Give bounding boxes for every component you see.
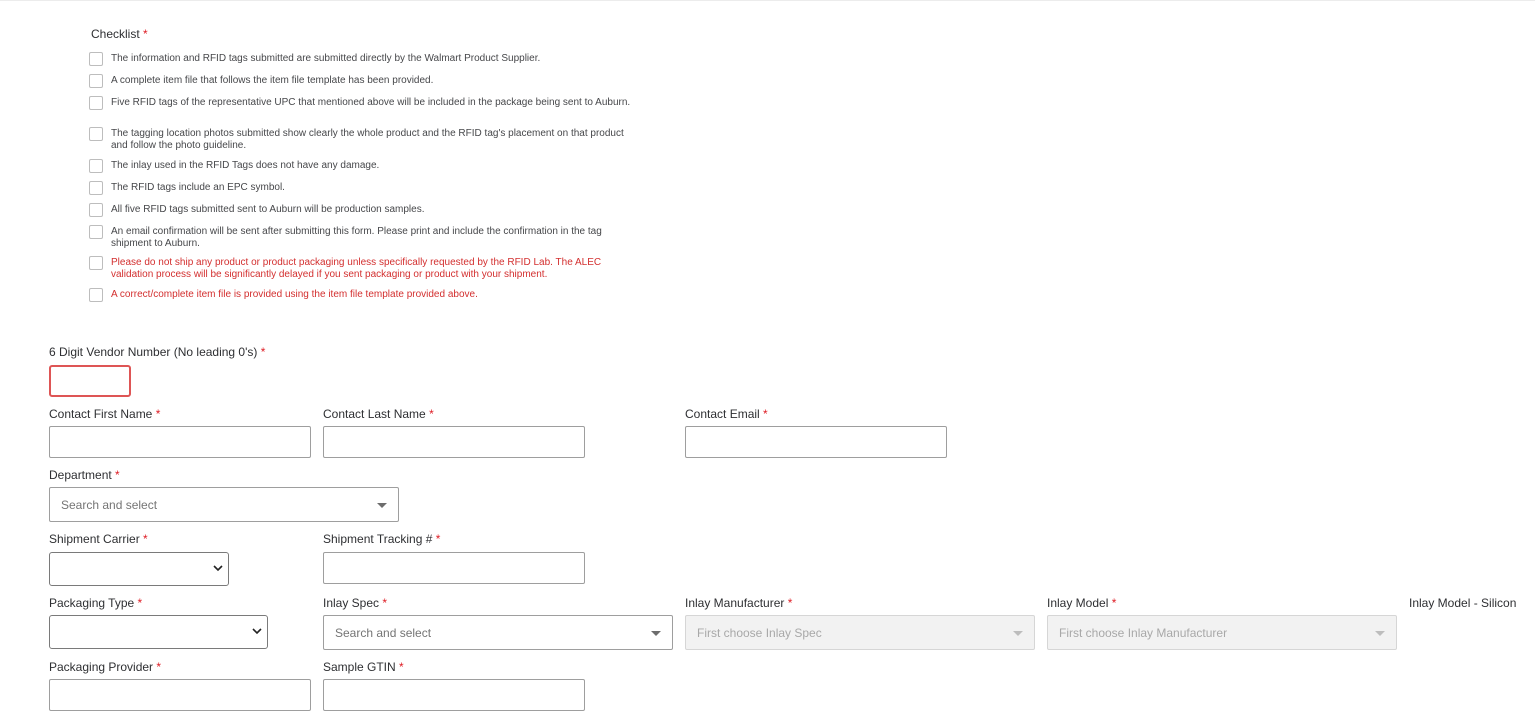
contact-last-name-input[interactable] — [323, 426, 585, 458]
checkbox[interactable] — [89, 96, 103, 110]
shipment-tracking-input[interactable] — [323, 552, 585, 584]
contact-last-name-label: Contact Last Name * — [323, 407, 434, 421]
caret-down-icon — [377, 503, 387, 508]
contact-first-name-label: Contact First Name * — [49, 407, 161, 421]
packaging-type-select[interactable] — [49, 615, 268, 649]
contact-email-input[interactable] — [685, 426, 947, 458]
checkbox[interactable] — [89, 225, 103, 239]
sample-gtin-label: Sample GTIN * — [323, 660, 404, 674]
department-label: Department * — [49, 468, 120, 482]
inlay-model-label: Inlay Model * — [1047, 596, 1117, 610]
vendor-number-input[interactable] — [49, 365, 131, 397]
shipment-carrier-label: Shipment Carrier * — [49, 532, 148, 546]
sample-gtin-input[interactable] — [323, 679, 585, 711]
checkbox[interactable] — [89, 127, 103, 141]
caret-down-icon — [1013, 631, 1023, 636]
inlay-model-silicon-label: Inlay Model - Silicon — [1409, 596, 1517, 610]
contact-email-label: Contact Email * — [685, 407, 768, 421]
vendor-number-label: 6 Digit Vendor Number (No leading 0's) * — [49, 345, 266, 359]
department-select[interactable]: Search and select — [49, 487, 399, 522]
checkbox[interactable] — [89, 74, 103, 88]
inlay-model-select[interactable]: First choose Inlay Manufacturer — [1047, 615, 1397, 650]
checklist-title: Checklist * — [91, 27, 148, 41]
checkbox[interactable] — [89, 181, 103, 195]
shipment-tracking-label: Shipment Tracking # * — [323, 532, 441, 546]
checkbox[interactable] — [89, 288, 103, 302]
contact-first-name-input[interactable] — [49, 426, 311, 458]
packaging-provider-label: Packaging Provider * — [49, 660, 162, 674]
checkbox[interactable] — [89, 203, 103, 217]
inlay-spec-select[interactable]: Search and select — [323, 615, 673, 650]
packaging-provider-input[interactable] — [49, 679, 311, 711]
chevron-down-icon — [212, 562, 224, 574]
shipment-carrier-select[interactable] — [49, 552, 229, 586]
inlay-spec-label: Inlay Spec * — [323, 596, 388, 610]
inlay-manufacturer-label: Inlay Manufacturer * — [685, 596, 793, 610]
inlay-manufacturer-select[interactable]: First choose Inlay Spec — [685, 615, 1035, 650]
checkbox[interactable] — [89, 256, 103, 270]
caret-down-icon — [651, 631, 661, 636]
checkbox[interactable] — [89, 159, 103, 173]
caret-down-icon — [1375, 631, 1385, 636]
chevron-down-icon — [251, 625, 263, 637]
packaging-type-label: Packaging Type * — [49, 596, 143, 610]
checkbox[interactable] — [89, 52, 103, 66]
top-divider — [0, 0, 1535, 1]
